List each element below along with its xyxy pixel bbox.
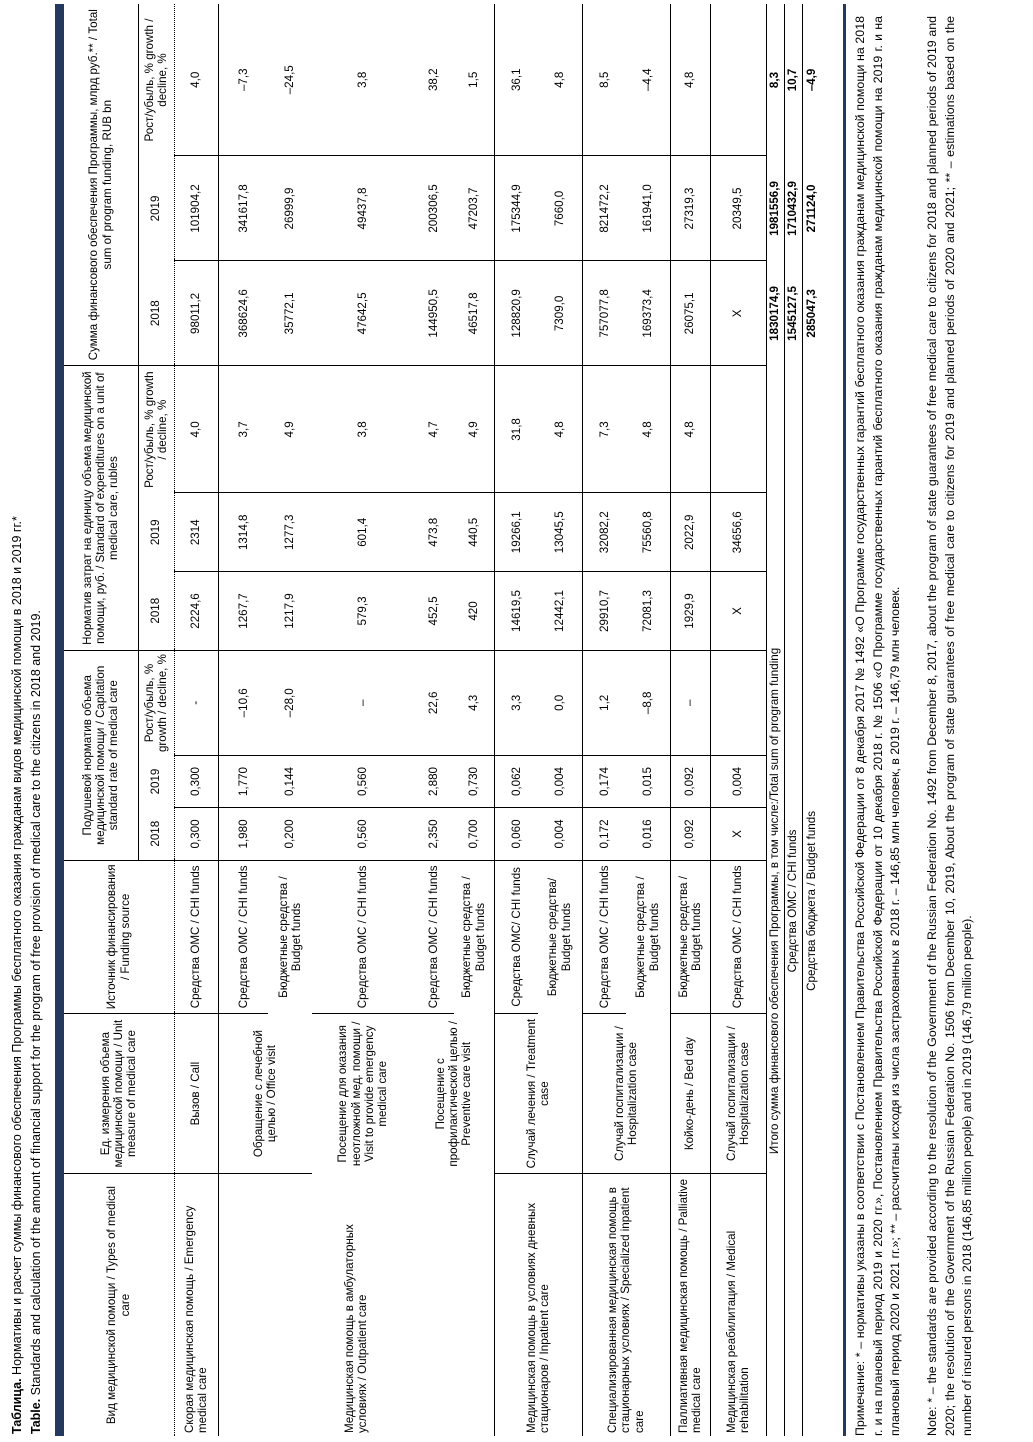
cell-value: 0,300: [174, 808, 218, 860]
cell-value: [710, 4, 766, 156]
header-2018: 2018: [138, 572, 174, 651]
cell-value: 12442,1: [538, 572, 582, 651]
cell-value: 271124,0: [802, 156, 820, 261]
cell-value: 452,5: [414, 572, 454, 651]
financing-table: [64, 4, 820, 1436]
cell-unit: Вызов / Call: [174, 1013, 218, 1173]
cell-value: 473,8: [414, 493, 454, 572]
cell-source: Бюджетные средства / Budget funds: [634, 876, 661, 998]
cell-value: –: [312, 650, 414, 755]
cell-value: 2314: [174, 493, 218, 572]
cell-unit: Посещение для оказания неотложной мед. помощи / Visit to provide emergency medical care: [336, 1021, 390, 1167]
cell-value: 440,5: [454, 493, 494, 572]
top-rule: [55, 4, 64, 1436]
cell-value: 29910,7: [582, 572, 626, 651]
cell-value: 0,172: [582, 808, 626, 860]
header-2019: 2019: [138, 755, 174, 807]
table-row: [174, 4, 218, 1436]
cell-source: Средства ОМС / CHI funds: [312, 860, 414, 1013]
total-row: [766, 4, 784, 1436]
cell-value: 161941,0: [626, 156, 670, 261]
cell-value: 34656,6: [710, 493, 766, 572]
cell-value: –28,0: [268, 650, 312, 755]
cell-value: 8,3: [766, 4, 784, 156]
cell-type: Медицинская помощь в амбулаторных условиях / Outpatient care: [218, 1174, 494, 1436]
cell-value: 4,8: [626, 366, 670, 493]
cell-value: 128820,9: [494, 261, 538, 366]
cell-value: 47642,5: [312, 261, 414, 366]
cell-value: 13045,5: [538, 493, 582, 572]
cell-value: 4,8: [538, 4, 582, 156]
cell-value: 0,730: [454, 755, 494, 807]
cell-value: –4,4: [626, 4, 670, 156]
header-growth: Рост/убыль, % growth / decline, %: [138, 4, 174, 156]
cell-value: 4,3: [454, 650, 494, 755]
cell-value: 4,8: [670, 366, 710, 493]
cell-unit: Случай госпитализации / Hospitalization case: [710, 1013, 766, 1173]
cell-value: 0,016: [626, 808, 670, 860]
cell-value: 0,004: [538, 755, 582, 807]
cell-value: 3,3: [494, 650, 538, 755]
cell-value: 1277,3: [268, 493, 312, 572]
cell-type: Медицинская помощь в условиях дневных стационаров / Inpatient care: [494, 1174, 582, 1436]
cell-value: 10,7: [784, 4, 802, 156]
note-en: Note: * – the standards are provided according to the resolution of the Government of the Russian Federation No. 1492 from December 8, 2017, about the program of state guarantees of free medical care to citizens for 2018 and planned periods of 2019 and 2020; the resolution of the Government of the Russian Federation No. 1506 from December 10, 2019, About the program of state guarantees of free medical care to citizens for 2019 and planned periods of 2020 and 2021; ** – estimations based on the number of insured persons in 2018 (146,85 million people) and in 2019 (146,79 million people).: [925, 16, 974, 1436]
cell-value: 1,2: [582, 650, 626, 755]
cell-value: 144950,5: [414, 261, 454, 366]
header-2018: 2018: [138, 808, 174, 860]
cell-value: 285047,3: [802, 261, 820, 366]
header-expenditure: Норматив затрат на единицу объема медицинской помощи, руб. / Standard of expenditures on a unit of medical care, rubles: [64, 366, 138, 650]
header-total-sum: Сумма финансового обеспечения Программы, млрд руб.** / Total sum of program funding, RUB bn: [64, 4, 138, 366]
cell-value: –8,8: [626, 650, 670, 755]
cell-value: 46517,8: [454, 261, 494, 366]
cell-value: 0,144: [268, 755, 312, 807]
cell-value: 169373,4: [626, 261, 670, 366]
cell-value: 3,8: [312, 366, 414, 493]
cell-value: 2,350: [414, 808, 454, 860]
table-title-ru: Таблица. Нормативы и расчет суммы финансового обеспечения Программы бесплатного оказания гражданам видов медицинской помощи в 2018 и 2019 гг.*: [10, 516, 24, 1434]
cell-value: 757077,8: [582, 261, 626, 366]
cell-source: Бюджетные средства / Budget funds: [276, 876, 303, 998]
cell-value: 1830174,9: [766, 261, 784, 366]
cell-source: Бюджетные средства/ Budget funds: [546, 877, 573, 997]
cell-value: 2022,9: [670, 493, 710, 572]
cell-type: Паллиативная медицинская помощь / Palliative medical care: [676, 1178, 703, 1433]
cell-source: Средства ОМС / CHI funds: [582, 860, 626, 1013]
cell-value: –: [670, 650, 710, 755]
cell-value: 0,062: [494, 755, 538, 807]
note-ru: Примечание: * – нормативы указаны в соответствии с Постановлением Правительства Российской Федерации от 8 декабря 2017 № 1492 «О Программе государственных гарантий бесплатного оказания гражданам медицинской помощи на 2018 г. и на плановый период 2019 и 2020 гг.», Постановлением Правительства Российской Федерации от 10 декабря 2018 г. № 1506 «О Программе государственных гарантий бесплатного оказания гражданам медицинской помощи на 2019 г. и на плановый период 2020 и 2021 гг.»; ** – рассчитаны исходя из числа застрахованных в 2018 г. – 146,85 млн человек, в 2019 г. – 146,79 млн человек.: [853, 16, 902, 1436]
cell-value: 0,0: [538, 650, 582, 755]
cell-source: Бюджетные средства / Budget funds: [670, 860, 710, 1013]
chi-total-row: [784, 4, 802, 1436]
total-label: Итого сумма финансового обеспечения Программы, в том числе:/Total sum of program funding: [766, 366, 784, 1436]
budget-total-label: Средства бюджета / Budget funds: [802, 366, 820, 1436]
cell-value: 0,300: [174, 755, 218, 807]
header-unit: Ед. измерения объема медицинской помощи / Unit measure of medical care: [64, 1013, 174, 1173]
cell-value: 75560,8: [626, 493, 670, 572]
cell-value: 47203,7: [454, 156, 494, 261]
cell-type: Скорая медицинская помощь / Emergency medical care: [182, 1205, 209, 1433]
cell-value: 27319,3: [670, 156, 710, 261]
cell-value: X: [710, 808, 766, 860]
header-growth: Рост/убыль, % growth / decline, %: [138, 650, 174, 755]
cell-value: –4,9: [802, 4, 820, 156]
cell-value: 22,6: [414, 650, 454, 755]
cell-source: Бюджетные средства / Budget funds: [460, 876, 487, 998]
cell-value: 98011,2: [174, 261, 218, 366]
cell-value: –10,6: [218, 650, 268, 755]
table-title-en: Table. Standards and calculation of the amount of financial support for the program of free provision of medical care to the citizens in 2018 and 2019.: [29, 610, 43, 1434]
cell-value: 38,2: [414, 4, 454, 156]
cell-value: 1267,7: [218, 572, 268, 651]
table-row: [218, 4, 268, 1436]
header-2019: 2019: [138, 156, 174, 261]
cell-value: 1314,8: [218, 493, 268, 572]
cell-value: 341617,8: [218, 156, 268, 261]
budget-total-row: [802, 4, 820, 1436]
cell-value: 72081,3: [626, 572, 670, 651]
cell-value: 101904,2: [174, 156, 218, 261]
cell-value: 1217,9: [268, 572, 312, 651]
cell-value: 2,880: [414, 755, 454, 807]
cell-value: 4,0: [174, 366, 218, 493]
cell-value: 1710432,9: [784, 156, 802, 261]
cell-value: 0,560: [312, 755, 414, 807]
cell-value: 4,8: [670, 4, 710, 156]
table-row: [710, 4, 766, 1436]
cell-value: 601,4: [312, 493, 414, 572]
cell-value: 8,5: [582, 4, 626, 156]
cell-value: 0,174: [582, 755, 626, 807]
cell-source: Средства ОМС / CHI funds: [174, 860, 218, 1013]
cell-value: 368624,6: [218, 261, 268, 366]
cell-value: 1929,9: [670, 572, 710, 651]
cell-value: 0,004: [710, 755, 766, 807]
table-row: [670, 4, 710, 1436]
cell-value: 0,015: [626, 755, 670, 807]
cell-value: –24,5: [268, 4, 312, 156]
cell-source: Средства ОМС / CHI funds: [710, 860, 766, 1013]
cell-value: 0,700: [454, 808, 494, 860]
cell-value: 1,770: [218, 755, 268, 807]
cell-value: 0,092: [670, 755, 710, 807]
header-growth: Рост/убыль, % growth / decline, %: [138, 366, 174, 493]
header-capitation: Подушевой норматив объема медицинской помощи / Capitation standard rate of medical care: [64, 650, 138, 860]
cell-value: 20349,5: [710, 156, 766, 261]
cell-source: Средства ОМС / CHI funds: [414, 860, 454, 1013]
cell-value: 579,3: [312, 572, 414, 651]
cell-value: 420: [454, 572, 494, 651]
cell-value: 14619,5: [494, 572, 538, 651]
cell-unit: Случай лечения / Treatment case: [494, 1013, 582, 1173]
cell-value: –7,3: [218, 4, 268, 156]
cell-value: 4,0: [174, 4, 218, 156]
cell-value: 3,7: [218, 366, 268, 493]
cell-unit: Койко-день / Bed day: [670, 1013, 710, 1173]
cell-value: 821472,2: [582, 156, 626, 261]
cell-value: 1,5: [454, 4, 494, 156]
cell-value: 35772,1: [268, 261, 312, 366]
cell-value: 0,560: [312, 808, 414, 860]
table-row: [582, 4, 626, 1436]
cell-source: Средства ОМС / CHI funds: [218, 860, 268, 1013]
cell-value: 175344,9: [494, 156, 538, 261]
cell-value: 19266,1: [494, 493, 538, 572]
cell-value: 200306,5: [414, 156, 454, 261]
cell-value: 7,3: [582, 366, 626, 493]
cell-value: 0,092: [670, 808, 710, 860]
cell-value: 1981556,9: [766, 156, 784, 261]
header-2019: 2019: [138, 493, 174, 572]
cell-value: 4,7: [414, 366, 454, 493]
cell-value: 7309,0: [538, 261, 582, 366]
cell-value: X: [710, 572, 766, 651]
cell-value: 4,9: [268, 366, 312, 493]
header-2018: 2018: [138, 261, 174, 366]
cell-unit: Посещение с профилактической целью / Preventive care visit: [414, 1013, 494, 1173]
cell-value: 7660,0: [538, 156, 582, 261]
cell-unit: Случай госпитализации / Hospitalization case: [582, 1013, 670, 1173]
header-type: Вид медицинской помощи / Types of medical care: [64, 1174, 174, 1436]
chi-total-label: Средства ОМС / CHI funds: [784, 366, 802, 1436]
cell-type: Специализированная медицинская помощь в стационарных условиях / Specialized inpatient care: [582, 1174, 670, 1436]
cell-value: [710, 366, 766, 493]
cell-value: 4,8: [538, 366, 582, 493]
cell-value: 49437,8: [312, 156, 414, 261]
cell-value: -: [174, 650, 218, 755]
cell-value: 0,060: [494, 808, 538, 860]
cell-value: 4,9: [454, 366, 494, 493]
cell-value: 32082,2: [582, 493, 626, 572]
cell-value: 0,004: [538, 808, 582, 860]
cell-value: 31,8: [494, 366, 538, 493]
cell-value: 36,1: [494, 4, 538, 156]
cell-unit: Обращение с лечебной целью / Office visit: [218, 1013, 312, 1173]
cell-value: 3,8: [312, 4, 414, 156]
cell-type: Медицинская реабилитация / Medical rehabilitation: [724, 1230, 751, 1433]
cell-value: 26075,1: [670, 261, 710, 366]
bottom-rule: [843, 4, 846, 1436]
cell-value: 1545127,5: [784, 261, 802, 366]
table-row: [494, 4, 538, 1436]
cell-value: [710, 650, 766, 755]
cell-value: 1,980: [218, 808, 268, 860]
cell-value: X: [710, 261, 766, 366]
cell-value: 2224,6: [174, 572, 218, 651]
cell-value: 0,200: [268, 808, 312, 860]
cell-source: Средства ОМС/ CHI funds: [494, 860, 538, 1013]
header-source: Источник финансирования / Funding source: [64, 860, 174, 1013]
cell-value: 26999,9: [268, 156, 312, 261]
